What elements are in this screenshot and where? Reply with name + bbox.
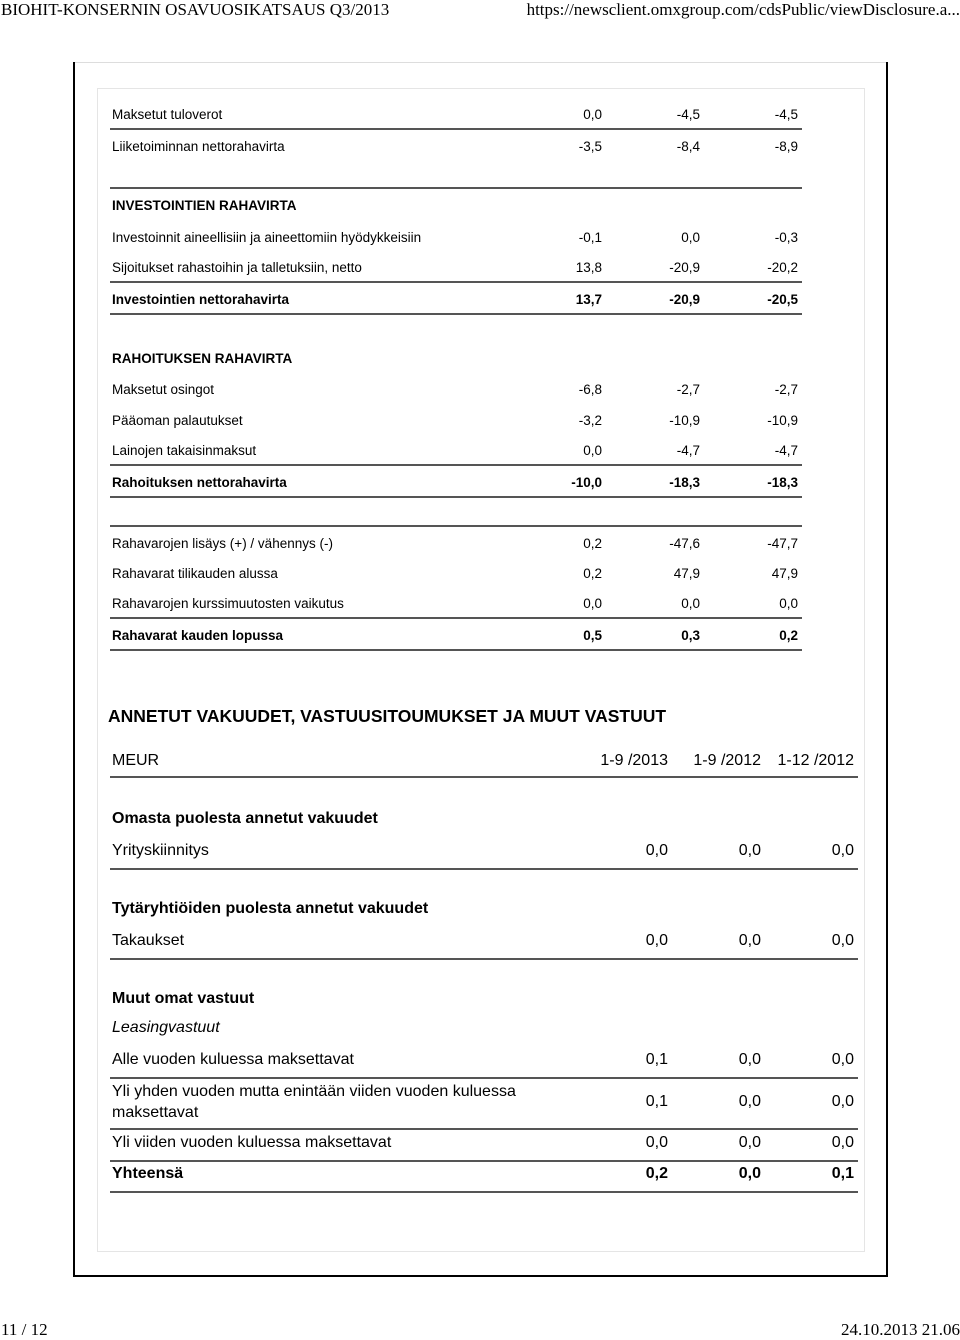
table-row-total: Rahavarat kauden lopussa 0,5 0,3 0,2 [110,619,802,651]
table-row: Alle vuoden kuluessa maksettavat 0,1 0,0 0,0 [110,1049,858,1079]
table-row: Maksetut osingot -6,8 -2,7 -2,7 [112,382,798,397]
table-row: Lainojen takaisinmaksut 0,0 -4,7 -4,7 [110,434,802,466]
section-heading: Omasta puolesta annetut vakuudet [112,810,378,827]
table-row: Investoinnit aineellisiin ja aineettomiin hyödykkeisiin -0,1 0,0 -0,3 [112,230,798,245]
source-url: https://newsclient.omxgroup.com/cdsPublic/viewDisclosure.a... [526,0,960,19]
section-heading: INVESTOINTIEN RAHAVIRTA [110,187,802,219]
table-row: Liiketoiminnan nettorahavirta -3,5 -8,4 -8,9 [112,139,798,154]
section-heading: Muut omat vastuut [112,990,255,1007]
table-header: MEUR 1-9 /2013 1-9 /2012 1-12 /2012 [110,744,858,778]
table-row: Takaukset 0,0 0,0 0,0 [110,930,858,960]
subsection-heading: Leasingvastuut [112,1019,220,1036]
section-title: ANNETUT VAKUUDET, VASTUUSITOUMUKSET JA MUUT VASTUUT [108,706,667,726]
section-heading: RAHOITUKSEN RAHAVIRTA [112,351,293,366]
table-row-total: Yhteensä 0,2 0,0 0,1 [110,1163,858,1193]
table-row: Maksetut tuloverot 0,0 -4,5 -4,5 [110,98,802,130]
table-row: Yli yhden vuoden mutta enintään viiden vuoden kuluessa maksettavat 0,1 0,0 0,0 [110,1081,858,1130]
table-row-total: Investointien nettorahavirta 13,7 -20,9 -20,5 [110,283,802,315]
section-heading: Tytäryhtiöiden puolesta annetut vakuudet [112,900,429,917]
table-row: Yli viiden vuoden kuluessa maksettavat 0,0 0,0 0,0 [110,1132,858,1162]
page-number: 11 / 12 [1,1320,48,1339]
table-row-total: Rahoituksen nettorahavirta -10,0 -18,3 -18,3 [110,466,802,498]
document-title: BIOHIT-KONSERNIN OSAVUOSIKATSAUS Q3/2013 [1,0,390,19]
table-row: Rahavarojen lisäys (+) / vähennys (-) 0,2 -47,6 -47,7 [110,525,802,557]
print-datetime: 24.10.2013 21.06 [841,1320,960,1339]
table-row: Rahavarojen kurssimuutosten vaikutus 0,0 0,0 0,0 [110,587,802,619]
table-row: Sijoitukset rahastoihin ja talletuksiin, netto 13,8 -20,9 -20,2 [110,251,802,283]
table-row: Rahavarat tilikauden alussa 0,2 47,9 47,9 [112,566,798,581]
table-row: Pääoman palautukset -3,2 -10,9 -10,9 [112,413,798,428]
table-row: Yrityskiinnitys 0,0 0,0 0,0 [110,840,858,870]
